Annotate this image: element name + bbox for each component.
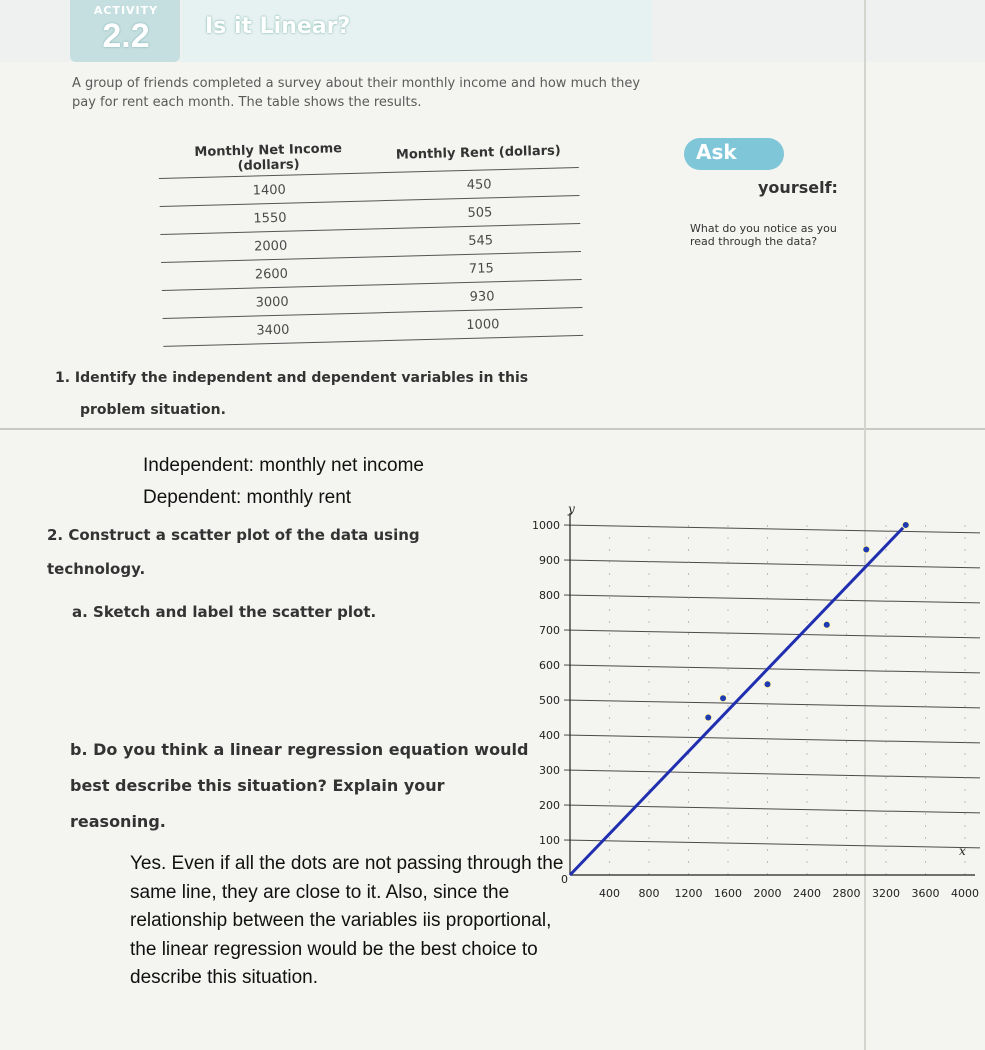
x-tick-label: 1600: [714, 887, 742, 900]
intro-paragraph: A group of friends completed a survey about their monthly income and how much they pay for rent each month. The table shows the results.: [72, 76, 641, 110]
y-tick-label: 100: [539, 834, 560, 847]
y-tick-label: 600: [539, 659, 560, 672]
grid-line: [564, 700, 980, 708]
x-tick-label: 2400: [793, 887, 821, 900]
y-tick-label: 800: [539, 589, 560, 602]
x-tick-label: 2800: [832, 887, 861, 900]
table-cell: 930: [382, 279, 583, 312]
x-tick-label: 800: [638, 887, 660, 900]
answer-2b: Yes. Even if all the dots are not passing through the same line, they are close to it. Also, since the relationship between the variables iis proportional, the linear regression would be the best choice to describe this situation.: [130, 853, 564, 988]
data-point: [902, 522, 909, 529]
grid-line: [564, 770, 980, 778]
table-cell: 1400: [159, 173, 380, 207]
data-point: [764, 681, 771, 688]
grid-line: [564, 560, 980, 568]
ask-question: What do you notice as you read through the data?: [690, 222, 837, 248]
data-point: [705, 714, 712, 721]
activity-number: 2.2: [102, 17, 150, 55]
x-tick-label: 3200: [872, 887, 900, 900]
question-1-continued: problem situation.: [80, 402, 226, 418]
table-cell: 505: [380, 195, 581, 228]
y-tick-label: 1000: [532, 519, 560, 532]
trend-line: [570, 525, 906, 875]
y-tick-label: 700: [539, 624, 560, 637]
grid-line: [564, 525, 980, 533]
x-tick-label: 3600: [911, 887, 940, 900]
activity-title: Is it Linear?: [205, 14, 351, 39]
question-2: 2. Construct a scatter plot of the data using technology.: [47, 526, 420, 578]
question-2a: a. Sketch and label the scatter plot.: [72, 603, 377, 621]
activity-label: ACTIVITY: [93, 4, 159, 17]
answer-independent: Independent: monthly net income: [143, 455, 424, 476]
x-tick-label: 2000: [753, 887, 782, 900]
grid-line: [564, 735, 980, 743]
table-cell: 450: [379, 167, 580, 200]
table-cell: 2000: [160, 229, 381, 263]
data-table: [158, 133, 583, 347]
y-tick-label: 900: [539, 554, 560, 567]
origin-label: 0: [561, 873, 568, 886]
grid-line: [564, 840, 980, 848]
y-tick-label: 400: [539, 729, 560, 742]
x-tick-label: 4000: [951, 887, 979, 900]
data-point: [863, 546, 870, 553]
data-point: [823, 621, 830, 628]
x-tick-label: 1200: [674, 887, 703, 900]
ask-subtitle: yourself:: [758, 178, 838, 197]
question-2b: b. Do you think a linear regression equation would best describe this situation? Explain your reasoning.: [70, 740, 529, 831]
page-fold: [0, 428, 985, 430]
y-tick-label: 300: [539, 764, 560, 777]
scatter-plot: [500, 500, 980, 900]
y-tick-label: 200: [539, 799, 560, 812]
grid-line: [564, 630, 980, 638]
table-cell: 1550: [160, 201, 381, 235]
y-tick-label: 500: [539, 694, 560, 707]
ask-title: Ask: [696, 140, 737, 164]
table-cell: 1000: [382, 307, 583, 340]
x-axis-label: x: [959, 844, 966, 858]
data-point: [720, 695, 727, 702]
table-cell: 3000: [162, 285, 383, 319]
table-cell: 3400: [163, 313, 384, 347]
x-tick-label: 400: [599, 887, 620, 900]
answer-dependent: Dependent: monthly rent: [143, 487, 352, 508]
column-header: Monthly Rent (dollars): [378, 133, 579, 173]
table-cell: 715: [381, 251, 582, 284]
table-cell: 2600: [161, 257, 382, 291]
column-header: Monthly Net Income (dollars): [158, 138, 379, 178]
grid-line: [564, 805, 980, 813]
y-axis-label: y: [568, 502, 575, 516]
question-1: 1. Identify the independent and dependent variables in this: [55, 370, 529, 386]
answer-1: [143, 450, 424, 514]
grid-line: [564, 595, 980, 603]
table-cell: 545: [380, 223, 581, 256]
